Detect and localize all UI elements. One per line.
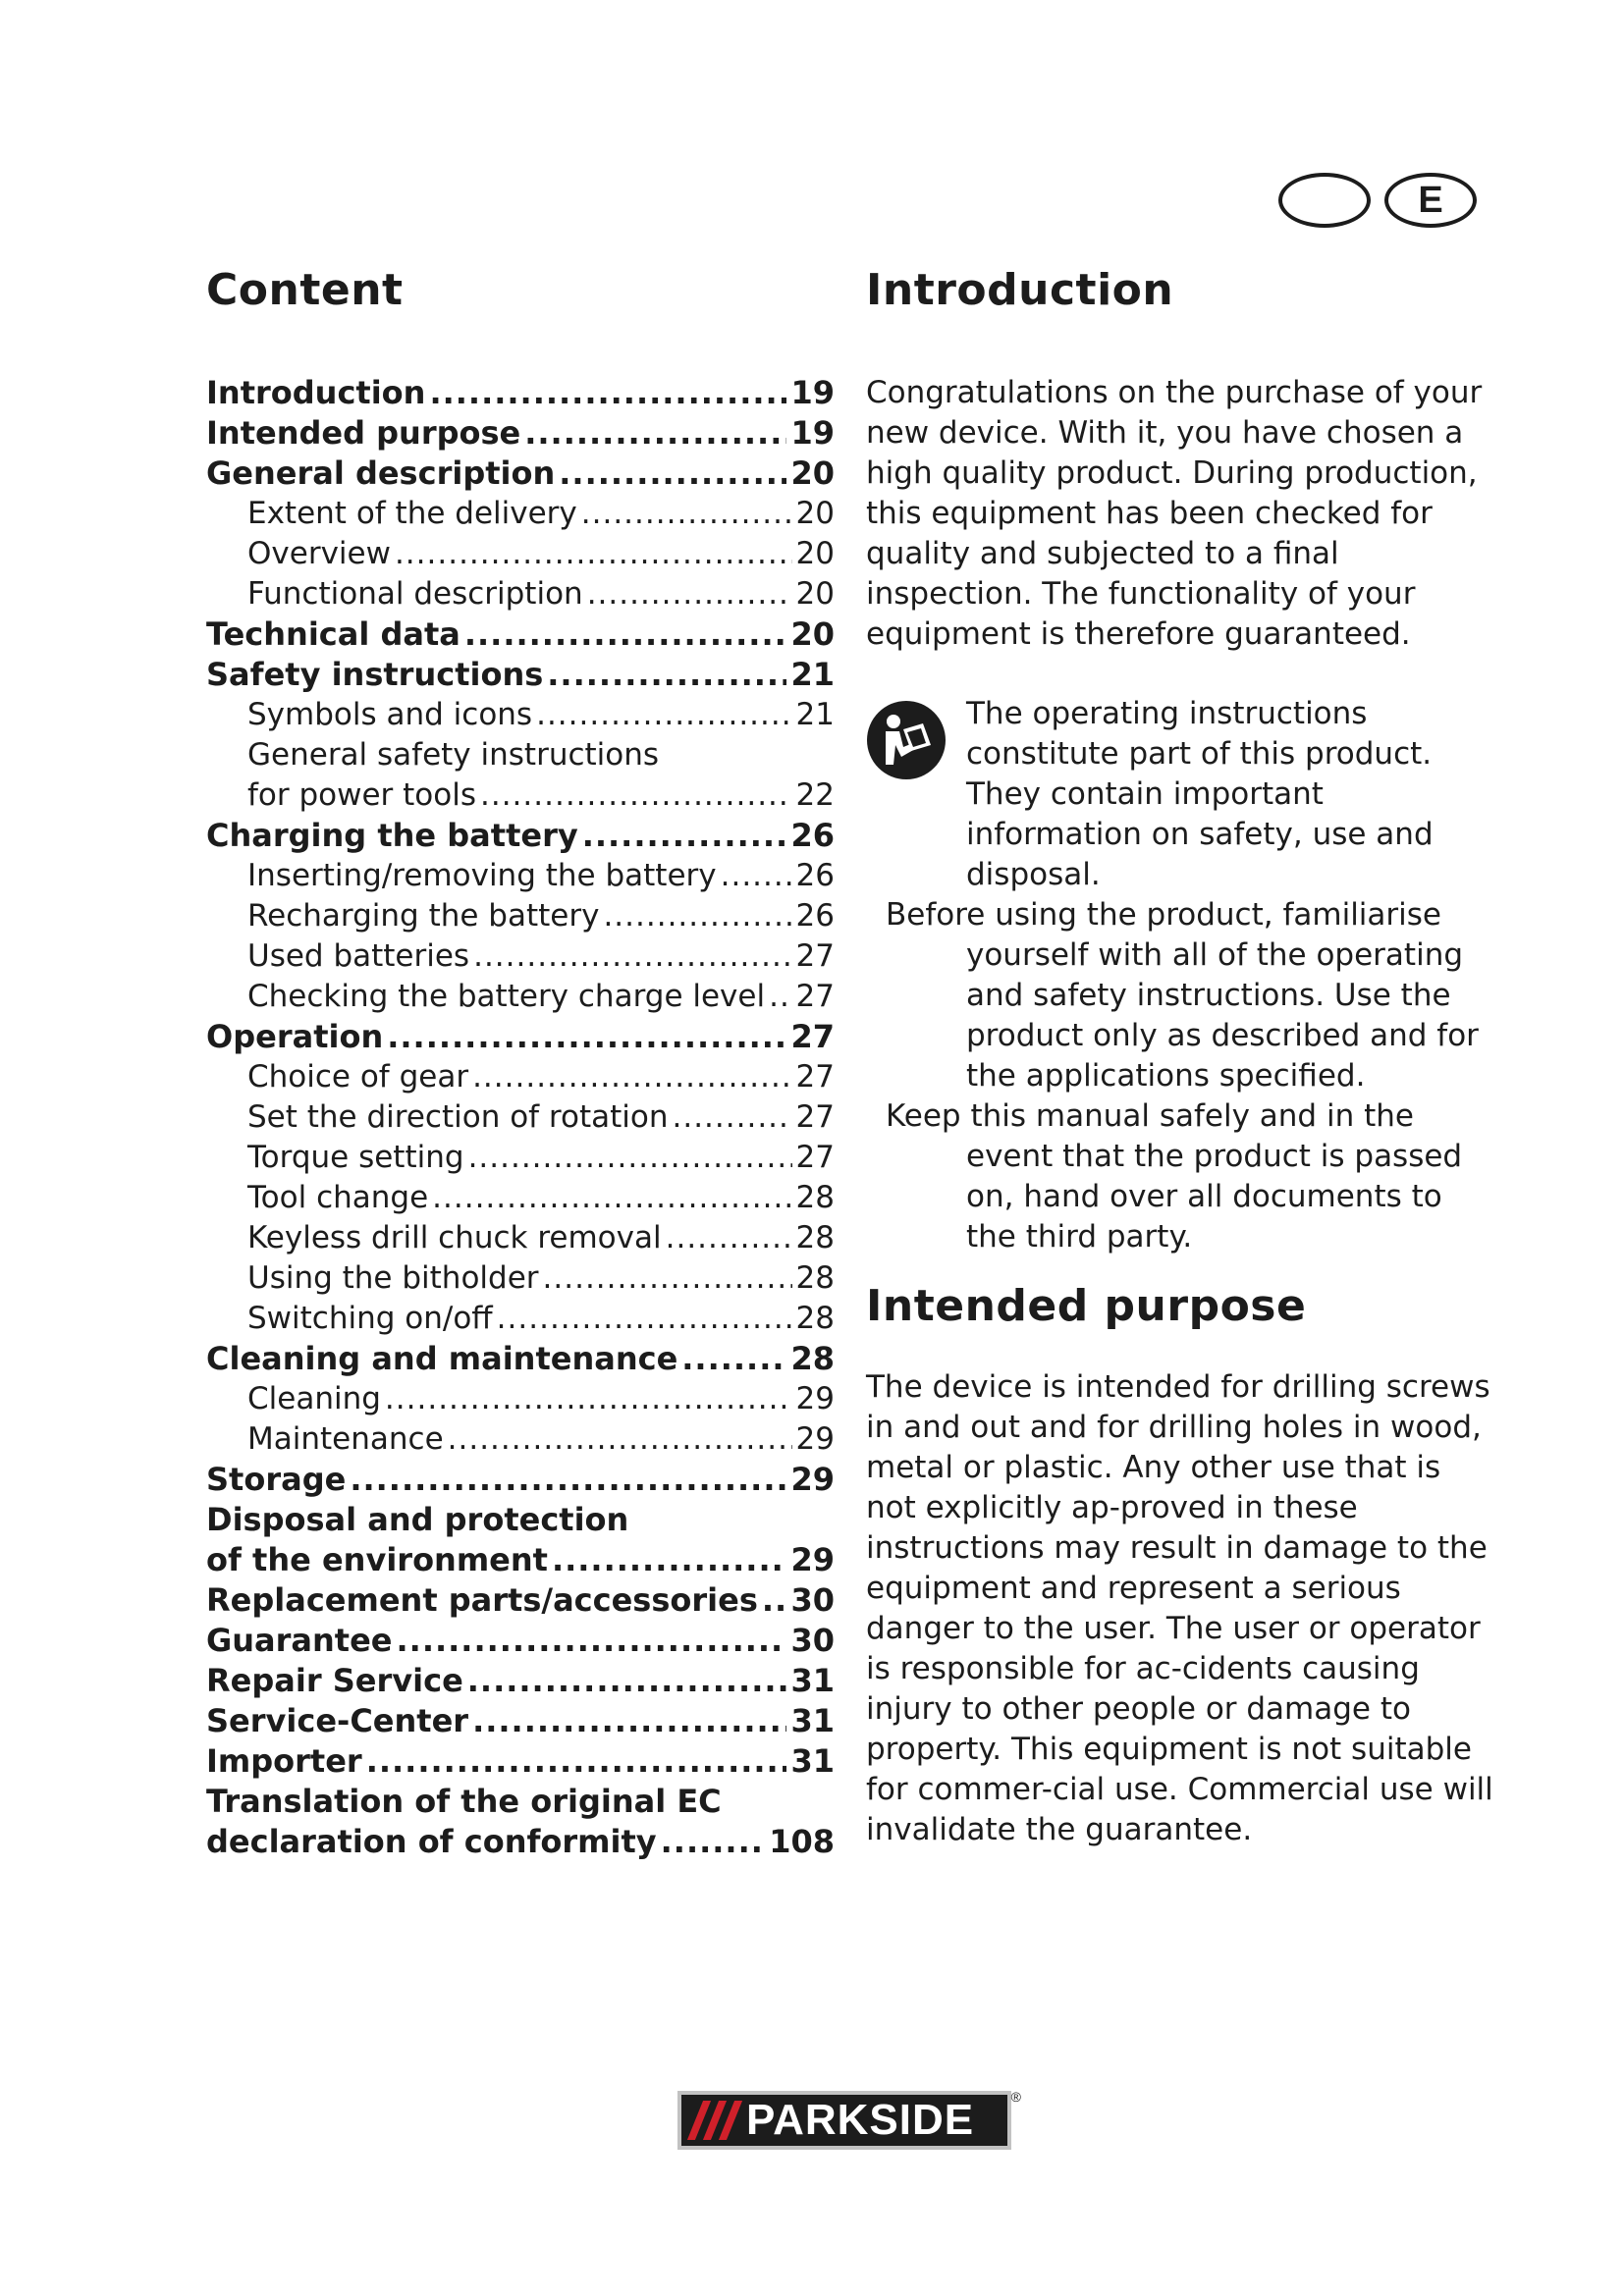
toc-entry-label: Set the direction of rotation — [247, 1099, 669, 1135]
toc-entry — [206, 1822, 835, 1862]
toc-entry-label: Functional description — [247, 576, 583, 612]
toc-entry-label: Cleaning and maintenance — [206, 1340, 678, 1377]
toc-entry — [206, 655, 835, 695]
toc-subentry — [206, 1299, 835, 1339]
toc-entry-page: 27 — [790, 1018, 835, 1055]
toc-entry-page: 21 — [790, 656, 835, 693]
toc-entry — [206, 1661, 835, 1701]
toc-list — [206, 373, 835, 1862]
manual-notice-text: The operating instructions constitute part of this product. They contain important information on safety, use and disposal. — [966, 696, 1434, 892]
toc-entry-label: General safety instructions — [247, 737, 660, 773]
toc-dot-leader — [547, 655, 786, 695]
toc-dot-leader — [497, 1299, 792, 1339]
toc-entry-label: Used batteries — [247, 938, 470, 974]
toc-dot-leader — [429, 373, 786, 413]
toc-dot-leader — [543, 1258, 792, 1299]
parkside-logo — [677, 2089, 1021, 2150]
toc-dot-leader — [661, 1822, 766, 1862]
toc-dot-leader — [524, 413, 786, 454]
toc-entry-page: 30 — [790, 1581, 835, 1619]
toc-entry-label: Checking the battery charge level — [247, 979, 766, 1014]
toc-dot-leader — [581, 494, 792, 534]
toc-heading: Content — [206, 265, 404, 315]
toc-dot-leader — [673, 1097, 792, 1138]
toc-dot-leader — [769, 977, 791, 1017]
toc-entry-label: Torque setting — [247, 1140, 464, 1175]
toc-dot-leader — [666, 1218, 792, 1258]
intended-purpose-heading: Intended purpose — [866, 1281, 1307, 1331]
toc-dot-leader — [472, 1701, 786, 1741]
toc-entry-label: Disposal and protection — [206, 1501, 629, 1538]
toc-entry — [206, 614, 835, 655]
toc-entry-page: 27 — [795, 938, 835, 974]
toc-entry-page: 26 — [795, 858, 835, 893]
toc-entry-label: Replacement parts/accessories — [206, 1581, 758, 1619]
toc-entry-label: Intended purpose — [206, 414, 521, 452]
language-badge-blank-oval — [1278, 173, 1371, 228]
toc-subentry — [206, 695, 835, 735]
toc-entry-page: 27 — [795, 1140, 835, 1175]
toc-entry-label: Cleaning — [247, 1381, 381, 1416]
toc-entry-page: 28 — [795, 1180, 835, 1215]
toc-entry-label: Tool change — [247, 1180, 429, 1215]
toc-dot-leader — [559, 454, 786, 494]
toc-entry — [206, 373, 835, 413]
toc-entry-label: Guarantee — [206, 1622, 393, 1659]
toc-entry-page: 19 — [790, 374, 835, 411]
toc-subentry — [206, 574, 835, 614]
main-content — [866, 265, 1494, 1850]
toc-subentry — [206, 775, 835, 816]
toc-entry-label: Operation — [206, 1018, 384, 1055]
read-manual-icon — [866, 700, 947, 780]
toc-subentry — [206, 1379, 835, 1419]
manual-notice — [866, 694, 1494, 895]
toc-entry-page: 29 — [795, 1421, 835, 1457]
toc-entry — [206, 1460, 835, 1500]
toc-subentry — [206, 735, 835, 775]
toc-entry-label: Symbols and icons — [247, 697, 533, 732]
toc-entry — [206, 816, 835, 856]
toc-dot-leader — [473, 936, 791, 977]
introduction-heading: Introduction — [866, 265, 1174, 315]
toc-dot-leader — [480, 775, 792, 816]
toc-subentry — [206, 1258, 835, 1299]
toc-dot-leader — [603, 896, 791, 936]
toc-subentry — [206, 494, 835, 534]
toc-entry-label: of the environment — [206, 1541, 548, 1578]
toc-entry-page: 28 — [795, 1260, 835, 1296]
toc-entry-page: 20 — [795, 536, 835, 571]
toc-entry-page: 22 — [795, 777, 835, 813]
toc-subentry — [206, 1057, 835, 1097]
toc-subentry — [206, 1097, 835, 1138]
toc-entry — [206, 1540, 835, 1580]
toc-entry-page: 29 — [795, 1381, 835, 1416]
toc-entry-page: 29 — [790, 1541, 835, 1578]
toc-subentry — [206, 1138, 835, 1178]
intended-purpose-paragraph: The device is intended for drilling screws in and out and for drilling holes in wood, metal or plastic. Any other use that is not explicitly ap-proved in these instructions may result in damage to the equipment and represent a serious danger to the user. The user or operator is responsible for ac-cidents causing injury to other people or damage to property. This equipment is not suitable for commer-cial use. Commercial use will invalidate the guarantee. — [866, 1369, 1493, 1847]
toc-entry-label: declaration of conformity — [206, 1823, 657, 1860]
toc-entry-page: 21 — [795, 697, 835, 732]
toc-subentry — [206, 977, 835, 1017]
toc-entry-label: Translation of the original EC — [206, 1783, 722, 1820]
toc-dot-leader — [432, 1178, 791, 1218]
toc-entry — [206, 1339, 835, 1379]
toc-entry — [206, 1500, 835, 1540]
toc-subentry — [206, 1419, 835, 1460]
toc-dot-leader — [387, 1017, 786, 1057]
toc-entry — [206, 1017, 835, 1057]
toc-entry — [206, 413, 835, 454]
toc-dot-leader — [762, 1580, 787, 1621]
toc-entry — [206, 1782, 835, 1822]
toc-entry-label: Recharging the battery — [247, 898, 600, 934]
toc-dot-leader — [468, 1138, 792, 1178]
toc-entry-page: 20 — [790, 615, 835, 653]
toc-dot-leader — [385, 1379, 792, 1419]
toc-entry-label: Service-Center — [206, 1702, 469, 1739]
toc-entry-page: 20 — [795, 576, 835, 612]
toc-dot-leader — [582, 816, 787, 856]
toc-entry-page: 31 — [790, 1742, 835, 1780]
toc-entry-label: Switching on/off — [247, 1301, 493, 1336]
table-of-contents — [206, 265, 835, 1862]
toc-entry-label: for power tools — [247, 777, 476, 813]
toc-dot-leader — [587, 574, 792, 614]
toc-subentry — [206, 1218, 835, 1258]
toc-entry-label: Safety instructions — [206, 656, 544, 693]
toc-subentry — [206, 534, 835, 574]
toc-entry-label: Choice of gear — [247, 1059, 469, 1095]
toc-entry-label: Importer — [206, 1742, 362, 1780]
keep-manual-paragraph: Keep this manual safely and in the event that the product is passed on, hand over all documents to the third party. — [886, 1098, 1463, 1255]
toc-entry-page: 30 — [790, 1622, 835, 1659]
toc-dot-leader — [350, 1460, 786, 1500]
registered-mark: ® — [1010, 2089, 1021, 2105]
toc-entry-label: Repair Service — [206, 1662, 463, 1699]
toc-dot-leader — [472, 1057, 791, 1097]
toc-entry-label: Storage — [206, 1461, 347, 1498]
toc-entry-page: 27 — [795, 1099, 835, 1135]
toc-subentry — [206, 896, 835, 936]
toc-subentry — [206, 856, 835, 896]
toc-entry — [206, 1741, 835, 1782]
toc-entry-page: 28 — [795, 1220, 835, 1255]
toc-subentry — [206, 1178, 835, 1218]
logo-wordmark: PARKSIDE — [746, 2096, 975, 2144]
toc-dot-leader — [397, 1621, 787, 1661]
toc-entry-page: 20 — [790, 454, 835, 492]
toc-dot-leader — [464, 614, 787, 655]
toc-entry-label: Overview — [247, 536, 391, 571]
toc-entry — [206, 454, 835, 494]
toc-entry-label: General description — [206, 454, 556, 492]
toc-entry-page: 27 — [795, 979, 835, 1014]
toc-entry-page: 28 — [790, 1340, 835, 1377]
language-badge — [1278, 173, 1483, 232]
toc-subentry — [206, 936, 835, 977]
toc-dot-leader — [448, 1419, 792, 1460]
toc-entry-label: Keyless drill chuck removal — [247, 1220, 662, 1255]
toc-entry-label: Technical data — [206, 615, 460, 653]
toc-dot-leader — [681, 1339, 786, 1379]
toc-entry — [206, 1701, 835, 1741]
toc-entry — [206, 1621, 835, 1661]
toc-dot-leader — [536, 695, 791, 735]
toc-entry-page: 19 — [790, 414, 835, 452]
toc-entry-page: 27 — [795, 1059, 835, 1095]
toc-entry-label: Extent of the delivery — [247, 496, 577, 531]
toc-entry-page: 26 — [795, 898, 835, 934]
toc-entry-label: Inserting/removing the battery — [247, 858, 717, 893]
toc-entry-label: Using the bitholder — [247, 1260, 539, 1296]
language-badge-code: E — [1384, 173, 1477, 228]
toc-entry-label: Introduction — [206, 374, 426, 411]
toc-dot-leader — [552, 1540, 787, 1580]
introduction-paragraph: Congratulations on the purchase of your new device. With it, you have chosen a high quality product. During production, this equipment has been checked for quality and subjected to a final inspection. The functionality of your equipment is therefore guaranteed. — [866, 375, 1483, 652]
toc-entry-page: 26 — [790, 817, 835, 854]
toc-entry-page: 29 — [790, 1461, 835, 1498]
toc-dot-leader — [366, 1741, 787, 1782]
toc-entry-page: 31 — [790, 1702, 835, 1739]
toc-entry-page: 20 — [795, 496, 835, 531]
logo-slashes-icon — [681, 2095, 746, 2146]
toc-dot-leader — [395, 534, 792, 574]
toc-entry-label: Charging the battery — [206, 817, 578, 854]
before-use-paragraph: Before using the product, familiarise yourself with all of the operating and safety instructions. Use the product only as described and for the applications specified. — [886, 897, 1479, 1094]
toc-entry-label: Maintenance — [247, 1421, 444, 1457]
toc-entry-page: 28 — [795, 1301, 835, 1336]
toc-entry-page: 108 — [769, 1823, 835, 1860]
toc-entry — [206, 1580, 835, 1621]
toc-entry-page: 31 — [790, 1662, 835, 1699]
toc-dot-leader — [721, 856, 792, 896]
toc-dot-leader — [467, 1661, 787, 1701]
